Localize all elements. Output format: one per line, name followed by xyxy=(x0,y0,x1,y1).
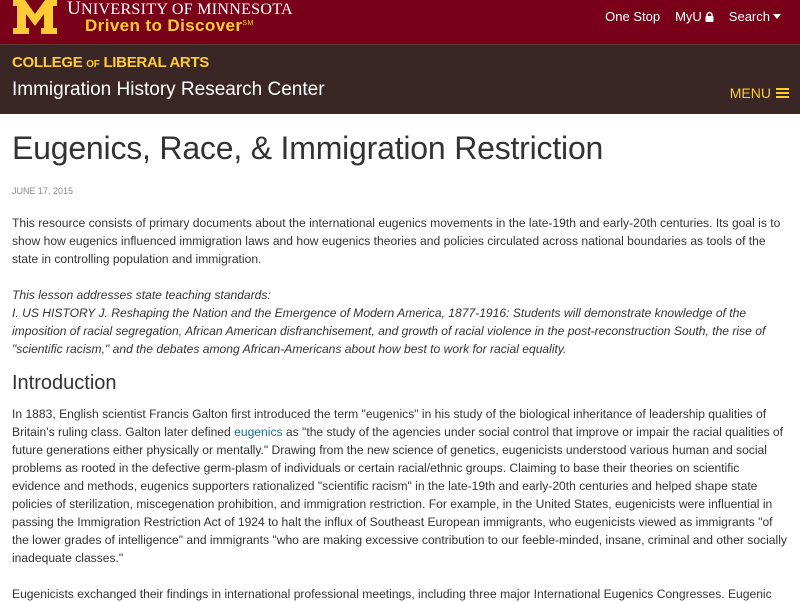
standards-paragraph xyxy=(12,286,788,358)
section-heading-introduction: Introduction xyxy=(12,372,117,394)
myu-link[interactable]: MyU xyxy=(675,9,714,24)
next-paragraph: Eugenicists exchanged their findings in international professional meetings, including three major International Eugenics Congresses. Eugenic xyxy=(12,587,772,601)
standards-text: I. US HISTORY J. Reshaping the Nation and the Emergence of Modern America, 1877-1916: Students will demonstrate knowledge of the imposition of racial segregation, African American disfranchisement, and growth of racial violence in the post-reconstruction South, the rise of "scientific racism," and the debates among African-Americans about how best to work for racial equality. xyxy=(12,306,766,356)
center-name-link[interactable]: Immigration History Research Center xyxy=(12,79,325,100)
one-stop-link[interactable]: One Stop xyxy=(605,9,661,24)
college-header xyxy=(0,44,800,114)
university-tagline: Driven to Discover℠ xyxy=(85,16,254,35)
publish-date: JUNE 17, 2015 xyxy=(12,186,74,196)
university-m-logo-icon[interactable] xyxy=(11,0,59,34)
page-title: Eugenics, Race, & Immigration Restriction xyxy=(12,130,604,166)
university-header xyxy=(0,0,800,44)
eugenics-link[interactable]: eugenics xyxy=(234,425,283,439)
intro-paragraph: This resource consists of primary documents about the international eugenics movements in the late-19th and early-20th centuries. Its goal is to show how eugenics influenced immigration laws and how eugenics theories and policies circulated across national boundaries as tools of the state in controlling population and immigration. xyxy=(12,216,781,266)
lock-icon xyxy=(705,12,714,22)
hamburger-icon xyxy=(776,88,789,98)
introduction-paragraph: In 1883, English scientist Francis Galton first introduced the term "eugenics" in his study of the biological inheritance of leadership qualities of Britain's ruling class. Galton later defined eugenics as "the study of the agencies under social control that improve or impair the racial qualities of future generations either physically or mentally." Drawing from the new science of genetics, eugenicists understood various human and social problems as rooted in the defective germ-plasm of individuals or certain racial/ethnic groups. Claiming to base their theories on scientific evidence and methods, eugenics supporters rationalized "scientific racism" in the late-19th and early-20th centuries and helped shape state policies of sterilization, miscegenation prohibition, and immigration restriction. For example, in the United States, eugenicists were influential in passing the Immigration Restriction Act of 1924 to halt the influx of Southeast European immigrants, who eugenicists viewed as immigrants "of the lower grades of intelligence" and immigrants "who are making excessive contribution to our feeble-minded, insane, criminal and other socially inadequate classes." xyxy=(12,407,787,565)
college-wordmark[interactable]: COLLEGE OF LIBERAL ARTS xyxy=(12,54,210,71)
caret-down-icon xyxy=(773,14,781,20)
search-toggle[interactable]: Search xyxy=(729,9,781,24)
university-wordmark[interactable]: UNIVERSITY OF MINNESOTA xyxy=(67,0,293,19)
main-content xyxy=(0,130,800,603)
menu-button[interactable]: MENU xyxy=(730,85,789,101)
standards-label: This lesson addresses state teaching standards: xyxy=(12,288,271,302)
utility-links xyxy=(605,9,781,24)
